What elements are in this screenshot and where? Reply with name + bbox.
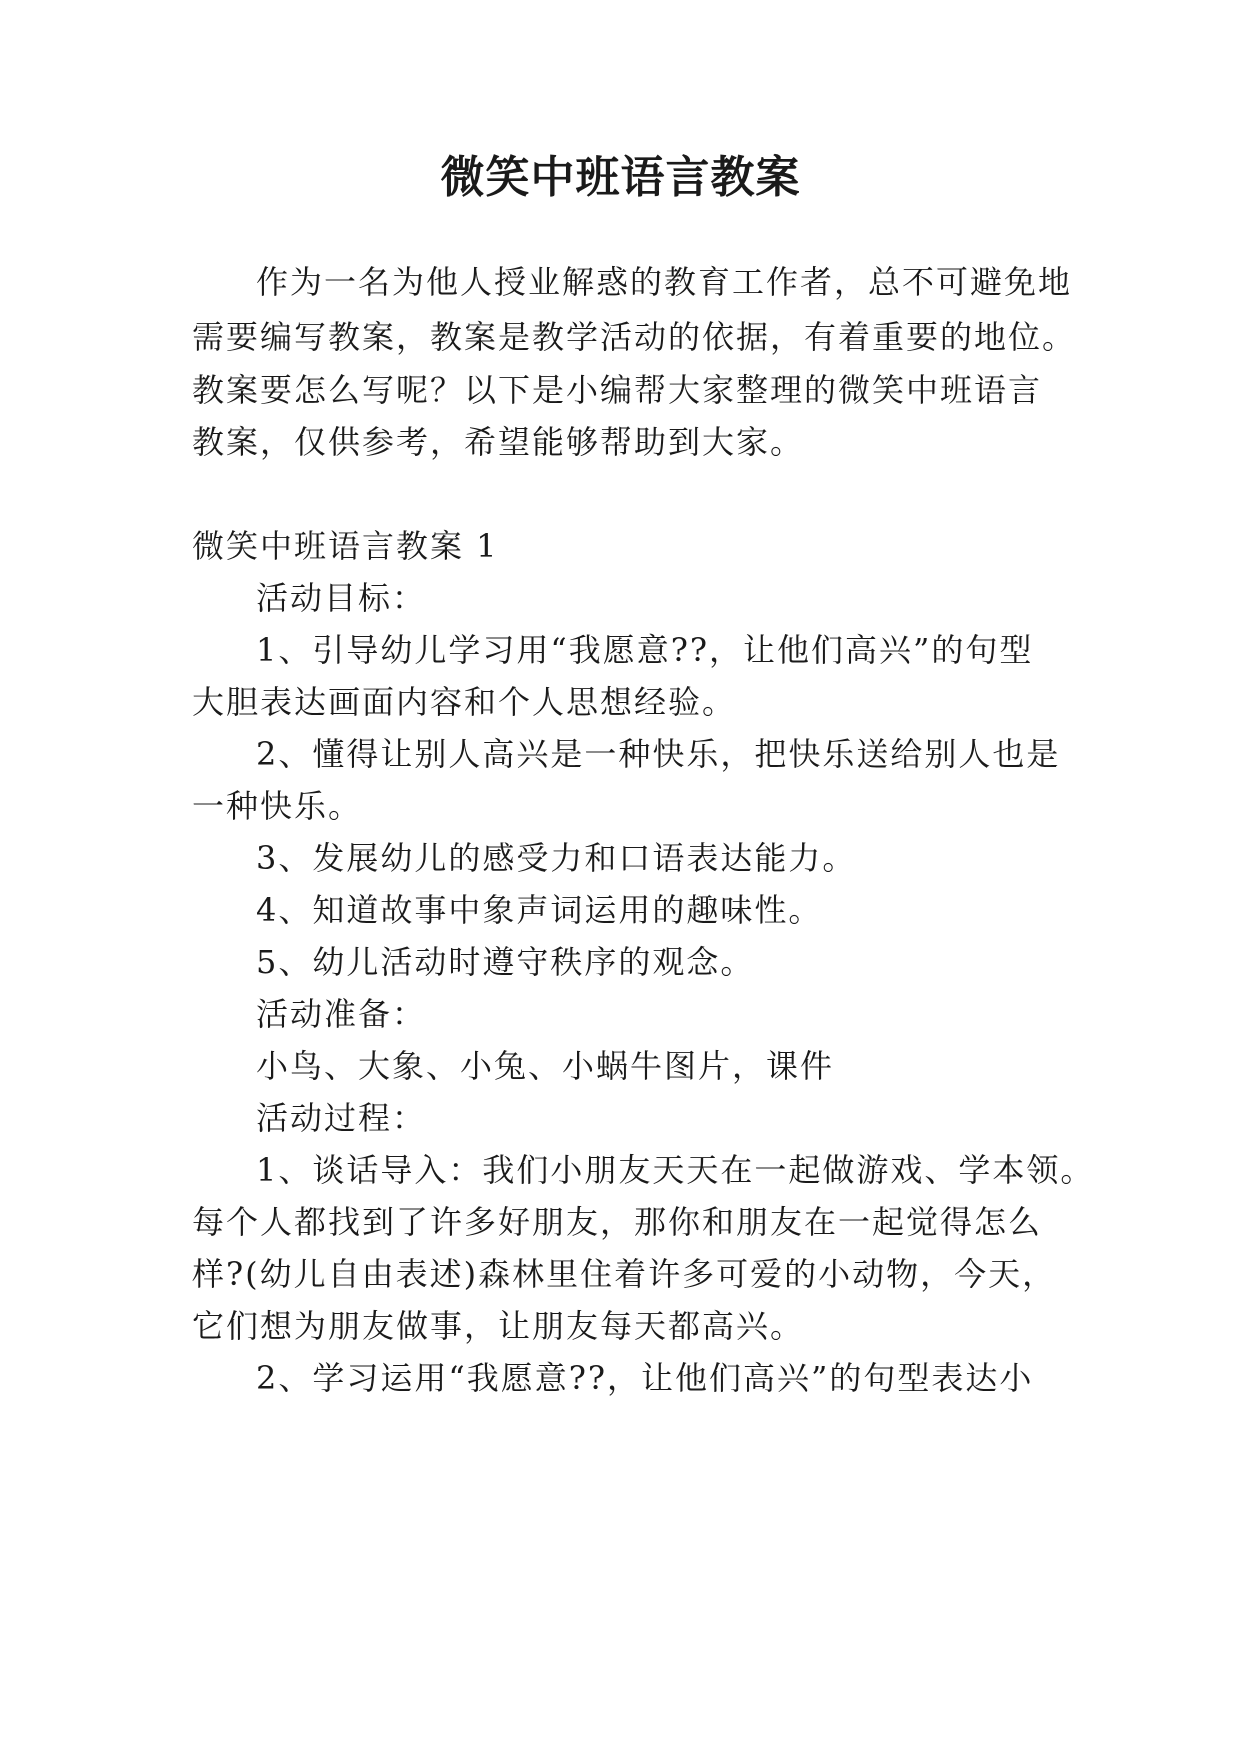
process-line: 样?(幼儿自由表述)森林里住着许多可爱的小动物，今天， (192, 1255, 1057, 1293)
prep-text: 小鸟、大象、小兔、小蜗牛图片，课件 (256, 1047, 835, 1085)
goal-line: 大胆表达画面内容和个人思想经验。 (192, 683, 737, 721)
process-line: 2、学习运用“我愿意??，让他们高兴”的句型表达小 (256, 1359, 1034, 1397)
page-title: 微笑中班语言教案 (440, 152, 801, 203)
goal-line: 5、幼儿活动时遵守秩序的观念。 (256, 943, 755, 981)
intro-line: 作为一名为他人授业解惑的教育工作者，总不可避免地 (256, 263, 1073, 301)
prep-label: 活动准备： (256, 995, 427, 1033)
goal-line: 4、知道故事中象声词运用的趣味性。 (256, 891, 823, 929)
intro-line: 需要编写教案，教案是教学活动的依据，有着重要的地位。 (192, 318, 1077, 356)
process-label: 活动过程： (256, 1099, 427, 1137)
goal-line: 3、发展幼儿的感受力和口语表达能力。 (256, 839, 857, 877)
process-line: 每个人都找到了许多好朋友，那你和朋友在一起觉得怎么 (192, 1203, 1043, 1241)
goal-line: 1、引导幼儿学习用“我愿意??，让他们高兴”的句型 (256, 631, 1034, 669)
process-line: 1、谈话导入：我们小朋友天天在一起做游戏、学本领。 (256, 1151, 1095, 1189)
goal-line: 一种快乐。 (192, 787, 363, 825)
goal-line: 2、懂得让别人高兴是一种快乐，把快乐送给别人也是 (256, 735, 1061, 773)
process-line: 它们想为朋友做事，让朋友每天都高兴。 (192, 1307, 805, 1345)
intro-line: 教案要怎么写呢？以下是小编帮大家整理的微笑中班语言 (192, 371, 1043, 409)
section-heading: 微笑中班语言教案 1 (192, 527, 499, 565)
goals-label: 活动目标： (256, 579, 427, 617)
intro-line: 教案，仅供参考，希望能够帮助到大家。 (192, 423, 805, 461)
